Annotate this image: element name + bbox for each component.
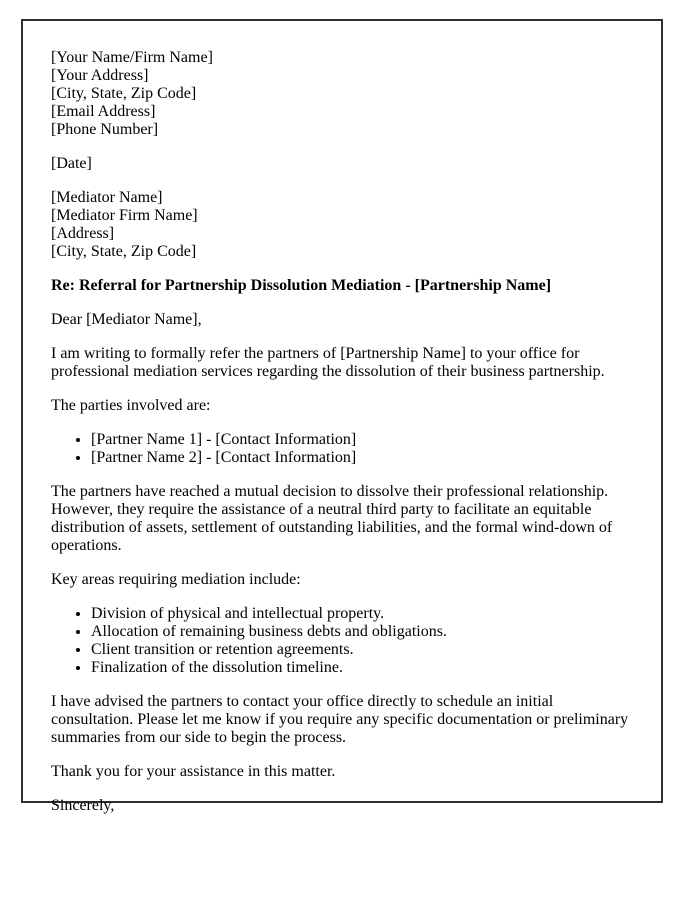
date-line: [Date] xyxy=(51,155,92,172)
recipient-name-line: [Mediator Name] xyxy=(51,189,163,206)
sender-city-line: [City, State, Zip Code] xyxy=(51,85,197,102)
decision-paragraph: The partners have reached a mutual decision to dissolve their professional relationship. However, they require the assistance of a neutral third party to facilitate an equitable distribution of assets, settlement of outstanding liabilities, and the formal wind-down of operations. xyxy=(51,483,613,554)
sender-name-line: [Your Name/Firm Name] xyxy=(51,49,213,66)
advised-paragraph: I have advised the partners to contact your office directly to schedule an initial consultation. Please let me know if you require any specific documentation or preliminary summaries from our side to begin the process. xyxy=(51,693,629,746)
sender-email-line: [Email Address] xyxy=(51,103,156,120)
subject-line: Re: Referral for Partnership Dissolution Mediation - [Partnership Name] xyxy=(51,277,552,294)
letter-document xyxy=(21,19,663,814)
key-areas-lead: Key areas requiring mediation include: xyxy=(51,571,301,588)
key-area-item: • Finalization of the dissolution timeline. xyxy=(91,659,633,677)
recipient-city-line: [City, State, Zip Code] xyxy=(51,243,197,260)
thanks-paragraph: Thank you for your assistance in this matter. xyxy=(51,763,336,780)
parties-list xyxy=(51,431,633,467)
sender-phone-line: [Phone Number] xyxy=(51,121,159,138)
key-area-item: • Division of physical and intellectual property. xyxy=(91,605,633,623)
salutation: Dear [Mediator Name], xyxy=(51,311,202,328)
sender-address-block xyxy=(51,49,633,139)
recipient-address-line: [Address] xyxy=(51,225,115,242)
key-area-item: • Allocation of remaining business debts and obligations. xyxy=(91,623,633,641)
key-area-item: • Client transition or retention agreements. xyxy=(91,641,633,659)
key-areas-list xyxy=(51,605,633,677)
intro-paragraph: I am writing to formally refer the partners of [Partnership Name] to your office for professional mediation services regarding the dissolution of their business partnership. xyxy=(51,345,605,380)
recipient-address-block xyxy=(51,189,633,261)
party-item: • [Partner Name 1] - [Contact Information] xyxy=(91,431,633,449)
recipient-firm-line: [Mediator Firm Name] xyxy=(51,207,198,224)
parties-lead: The parties involved are: xyxy=(51,397,211,414)
sender-address-line: [Your Address] xyxy=(51,67,149,84)
closing-line: Sincerely, xyxy=(51,797,115,814)
party-item: • [Partner Name 2] - [Contact Information] xyxy=(91,449,633,467)
